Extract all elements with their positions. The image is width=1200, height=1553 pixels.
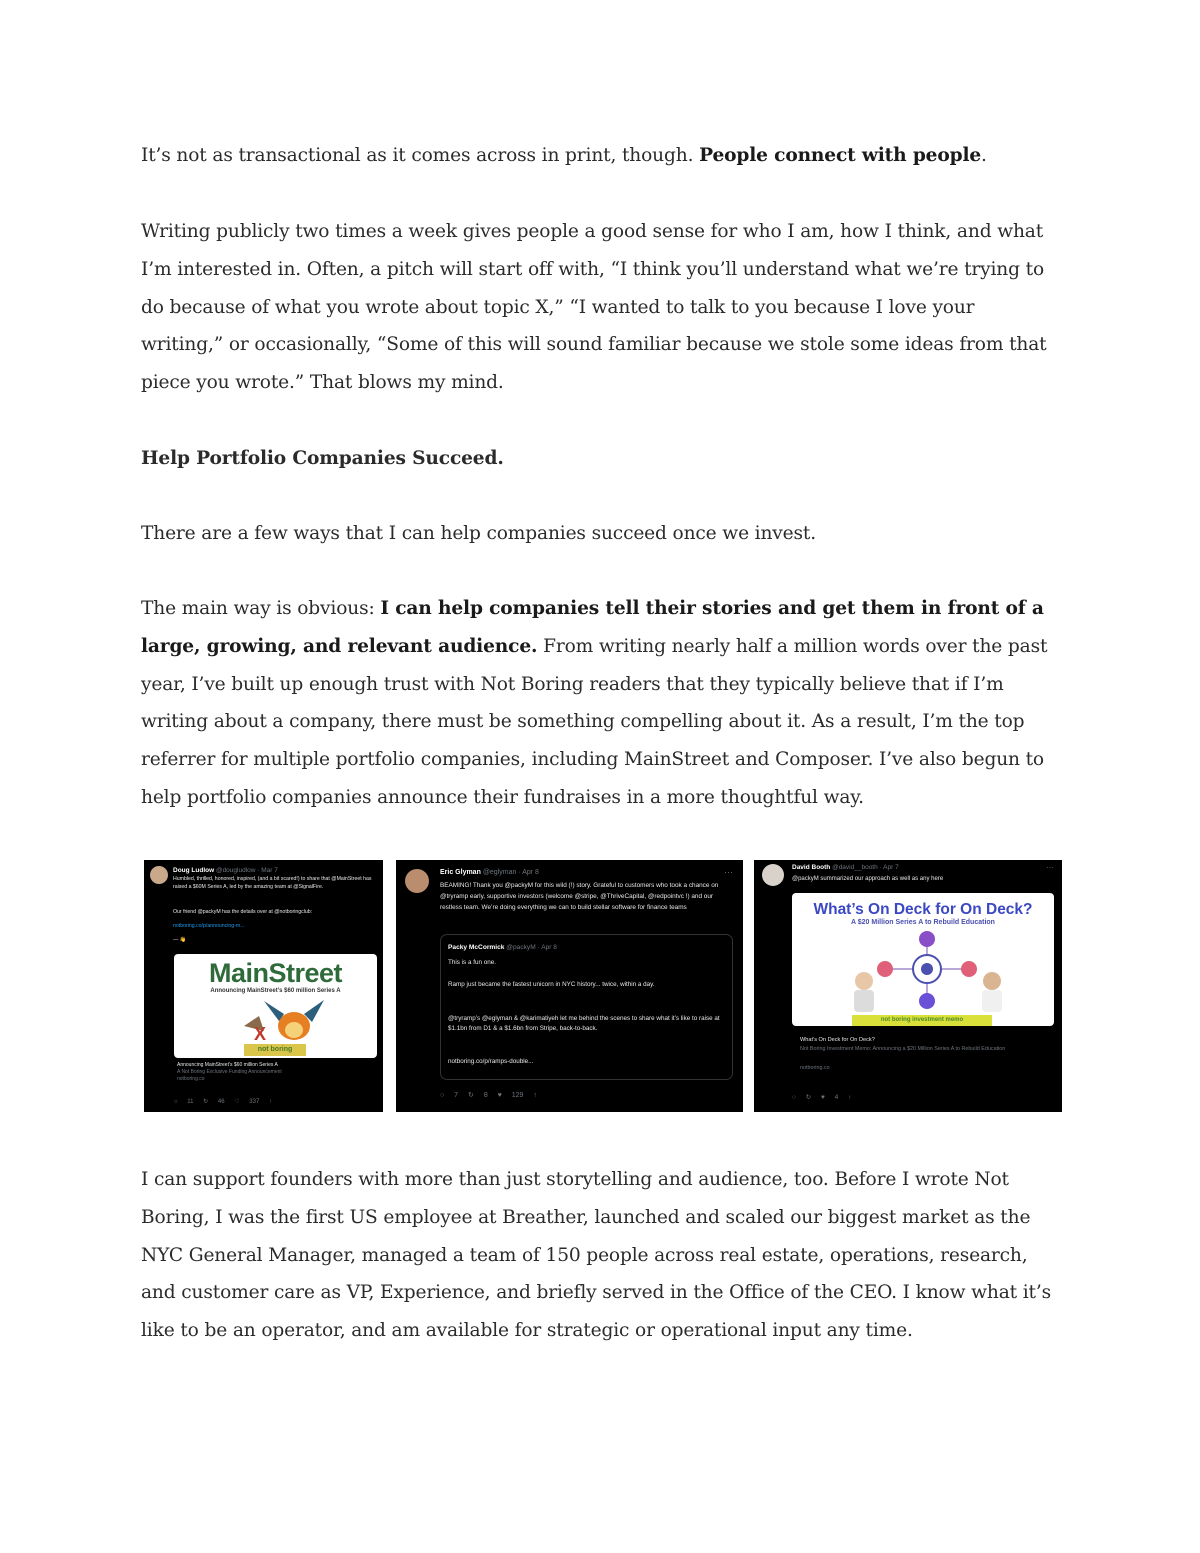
card-footer-title: What’s On Deck for On Deck? xyxy=(800,1037,875,1043)
bold-text: I can help companies tell their stories and get them in front of a large, growing, and relevant audience. xyxy=(141,598,1044,657)
paragraph-text: It’s not as transactional as it comes across in print, though. xyxy=(141,145,700,166)
tweet-eric-glyman xyxy=(396,860,743,1112)
network-diagram-icon xyxy=(842,929,1012,1019)
tweet-link[interactable]: notboring.co/p/announcing-m... xyxy=(173,923,245,929)
tweet-doug-ludlow xyxy=(144,860,383,1112)
tweet-actions[interactable]: ○ 11 ↻ 46 ♡ 337 ↑ xyxy=(174,1099,272,1105)
link-card-image[interactable] xyxy=(174,954,377,1058)
tweet-text: @packyM summarized our approach as well as any here xyxy=(792,876,944,882)
quote-author: Packy McCormick xyxy=(448,944,505,951)
charizard-illustration-icon xyxy=(224,996,334,1046)
tweet-actions[interactable]: ○ 7 ↻ 8 ♥ 129 ↑ xyxy=(440,1092,537,1099)
card-footer-title: Announcing MainStreet’s $60 million Series A xyxy=(177,1062,278,1068)
paragraph: I can support founders with more than just storytelling and audience, too. Before I wrote Not Boring, I was the first US employee at Breather, launched and scaled our biggest market as the NYC General Manager, managed a team of 150 people across real estate, operations, research, and customer care as VP, Experience, and briefly served in the Office of the CEO. I know what it’s like to be an operator, and am available for strategic or operational input any time. xyxy=(141,1169,1052,1342)
tweet-handle: @eglyman · Apr 8 xyxy=(482,869,539,876)
paragraph-text: The main way is obvious: xyxy=(141,598,381,619)
card-subtitle: Announcing MainStreet’s $60 million Series A xyxy=(210,988,341,994)
tweet-handle: @david__booth · Apr 7 xyxy=(832,864,899,871)
avatar xyxy=(150,866,168,884)
card-footer-desc: Not Boring Investment Memo: Announcing a $20 Million Series A to Rebuild Education xyxy=(800,1046,1006,1052)
tweet-author: Eric Glyman xyxy=(440,869,481,876)
svg-text:X: X xyxy=(254,1024,267,1044)
quote-handle: @packyM · Apr 8 xyxy=(506,944,557,951)
tweet-text-2: Our friend @packyM has the details over at @notboringclub: xyxy=(173,909,313,915)
card-tag: not boring xyxy=(244,1044,306,1056)
paragraph xyxy=(141,590,1061,817)
avatar xyxy=(405,869,429,893)
tweet-actions[interactable]: ○ ↻ ♥ 4 ↑ xyxy=(792,1094,852,1101)
tweet-text: BEAMING! Thank you @packyM for this wild (!) story. Grateful to customers who took a chance on @tryramp early, supportive investors (welcome @stripe, @ThriveCapital, @redpointvc !) and our restless team. We’re doing everything we can to build stellar software for finance teams xyxy=(440,882,719,911)
more-icon[interactable]: ··· xyxy=(724,867,733,877)
section-heading: Help Portfolio Companies Succeed. xyxy=(141,448,504,469)
card-tag: not boring investment memo xyxy=(852,1015,992,1026)
quote-line: @tryramp’s @eglyman & @karimatiyeh let me behind the scenes to share what it’s like to raise at $1.1bn from D1 & a $1.6bn from Stripe, back-to-back. xyxy=(448,1015,720,1032)
card-footer-desc: A Not Boring Exclusive Funding Announcement xyxy=(177,1069,282,1075)
paragraph xyxy=(141,137,1061,175)
avatar xyxy=(762,864,784,886)
card-title: MainStreet xyxy=(208,958,343,988)
quote-tweet[interactable] xyxy=(440,934,733,1080)
tweet-header xyxy=(440,869,539,876)
link-card-image[interactable] xyxy=(792,893,1054,1026)
paragraph: Writing publicly two times a week gives people a good sense for who I am, how I think, and what I’m interested in. Often, a pitch will start off with, “I think you’ll understand what we’re trying to do because of what you wrote about topic X,” “I wanted to talk to you because I love your writing,” or occasionally, “Some of this will sound familiar because we stole some ideas from that piece you wrote.” That blows my mind. xyxy=(141,221,1047,394)
tweet-handle: @dougludlow · Mar 7 xyxy=(215,867,278,874)
tweet-author: Doug Ludlow xyxy=(173,867,215,874)
tweet-david-booth xyxy=(754,860,1062,1112)
card-footer-link[interactable]: notboring.co xyxy=(800,1065,830,1071)
bold-text: People connect with people xyxy=(699,145,982,166)
paragraph: There are a few ways that I can help companies succeed once we invest. xyxy=(141,523,816,544)
card-title: What’s On Deck for On Deck? xyxy=(813,901,1033,918)
more-icon[interactable]: ··· xyxy=(1046,863,1054,872)
paragraph-text: From writing nearly half a million words over the past year, I’ve built up enough trust with Not Boring readers that they typically believe that if I’m writing about a company, there must be something compelling about it. As a result, I’m the top referrer for multiple portfolio companies, including MainStreet and Composer. I’ve also begun to help portfolio companies announce their fundraises in a more thoughtful way. xyxy=(141,635,1048,808)
quote-line: This is a fun one. xyxy=(448,959,496,966)
tweet-header xyxy=(173,867,278,874)
tweet-header xyxy=(792,864,899,871)
paragraph-text: . xyxy=(981,145,987,166)
tweet-author: David Booth xyxy=(792,864,831,871)
quote-link[interactable]: notboring.co/p/ramps-double... xyxy=(448,1058,534,1065)
quote-header xyxy=(448,944,557,951)
tweet-text: Humbled, thrilled, honored, inspired, (and a bit scared!) to share that @MainStreet has raised a $60M Series A, led by the amazing team at @SignalFire. xyxy=(173,876,372,890)
quote-line: Ramp just became the fastest unicorn in NYC history... twice, within a day. xyxy=(448,981,655,988)
card-subtitle: A $20 Million Series A to Rebuild Education xyxy=(851,919,995,926)
tweet-sig: — 👋 xyxy=(173,937,187,943)
card-footer-link[interactable]: notboring.co xyxy=(177,1076,205,1082)
